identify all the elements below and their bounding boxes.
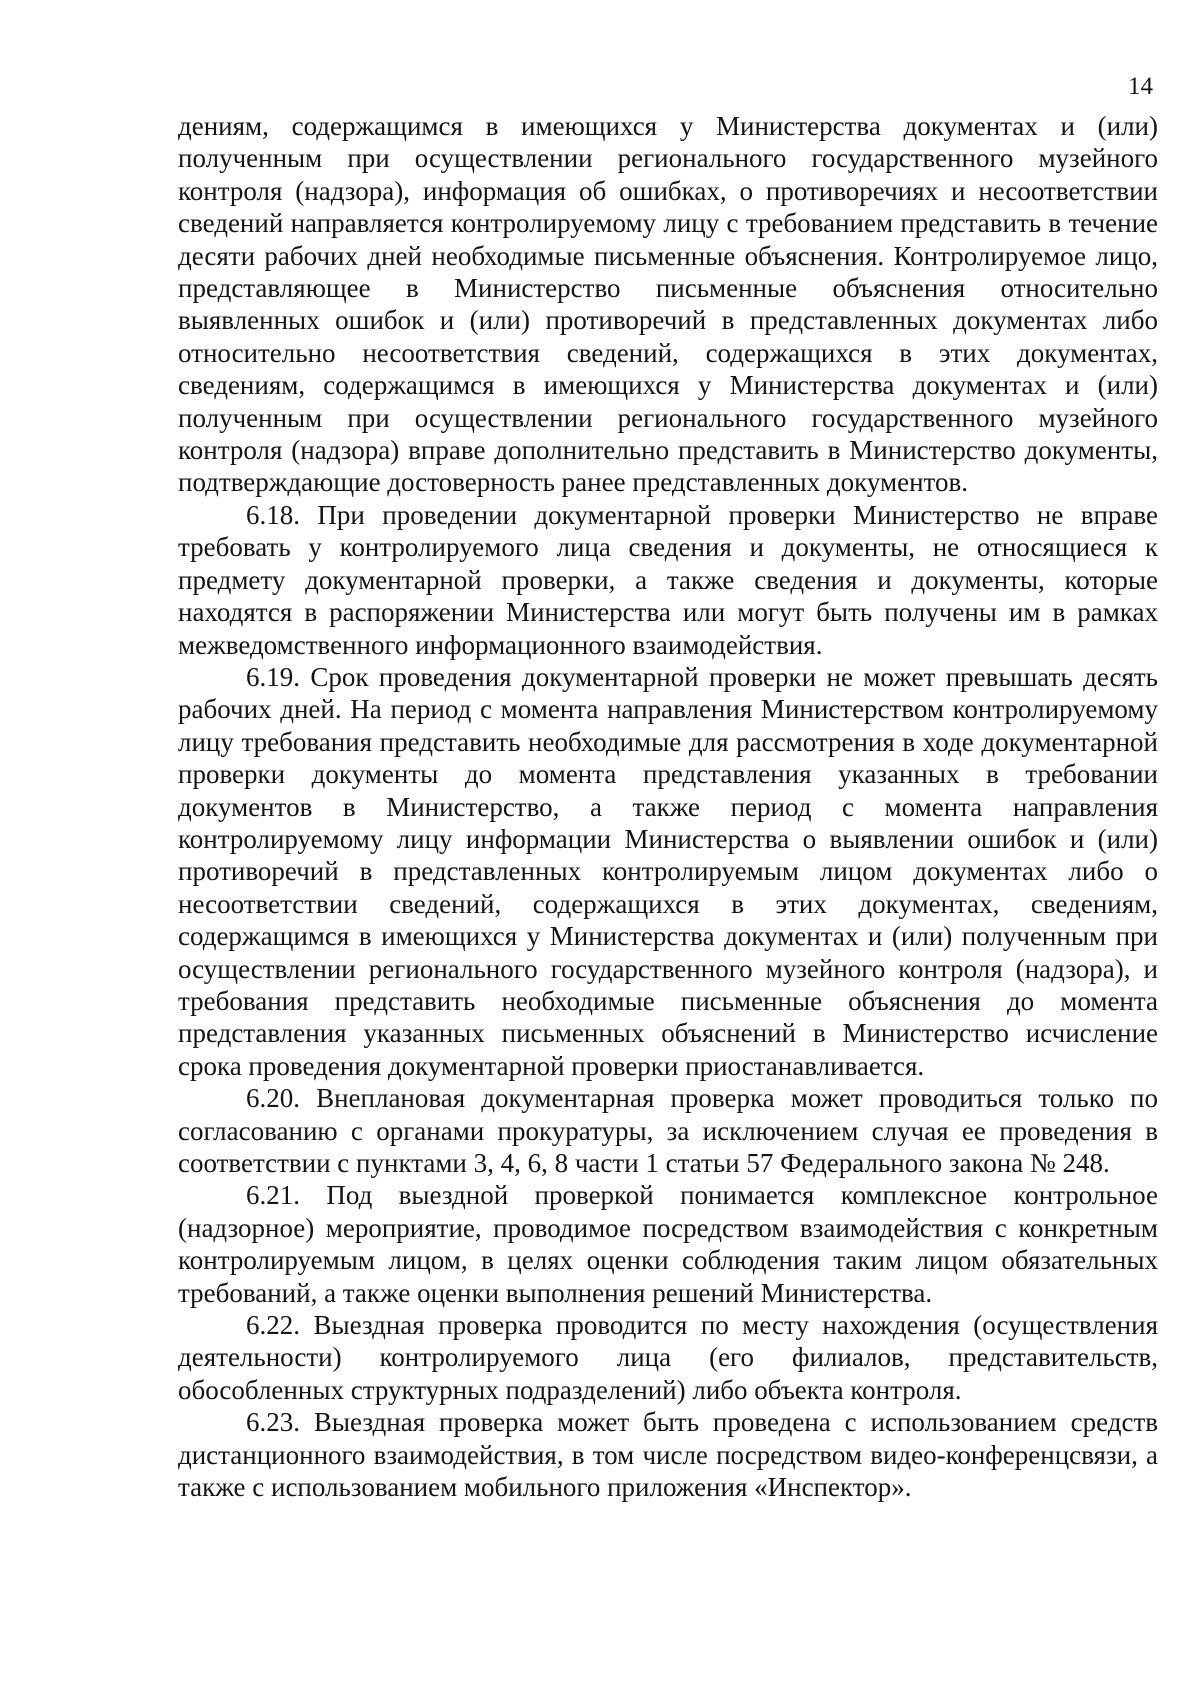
paragraph-6-22: 6.22. Выездная проверка проводится по месту нахождения (осуществления деятельности) контролируемого лица (его филиалов, представительств, обособленных структурных подразделений) либо объекта контроля.: [178, 1310, 1158, 1405]
paragraph-continuation: дениям, содержащимся в имеющихся у Министерства документах и (или) полученным при осуществлении регионального государственного музейного контроля (надзора), информация об ошибках, о противоречиях и несоответствии сведений направляется контролируемому лицу с требованием представить в течение десяти рабочих дней необходимые письменные объяснения. Контролируемое лицо, представляющее в Министерство письменные объяснения относительно выявленных ошибок и (или) противоречий в представленных документах либо относительно несоответствия сведений, содержащихся в этих документах, сведениям, содержащимся в имеющихся у Министерства документах и (или) полученным при осуществлении регионального государственного музейного контроля (надзора) вправе дополнительно представить в Министерство документы, подтверждающие достоверность ранее представленных документов.: [178, 111, 1158, 498]
page-number: 14: [1128, 73, 1153, 100]
paragraph-6-20: 6.20. Внеплановая документарная проверка может проводиться только по согласованию с органами прокуратуры, за исключением случая ее проведения в соответствии с пунктами 3, 4, 6, 8 части 1 статьи 57 Федерального закона № 248.: [178, 1083, 1158, 1178]
paragraph-6-21: 6.21. Под выездной проверкой понимается комплексное контрольное (надзорное) мероприятие, проводимое посредством взаимодействия с конкретным контролируемым лицом, в целях оценки соблюдения таким лицом обязательных требований, а также оценки выполнения решений Министерства.: [178, 1180, 1158, 1308]
paragraph-6-23: 6.23. Выездная проверка может быть проведена с использованием средств дистанционного взаимодействия, в том числе посредством видео-конференцсвязи, а также с использованием мобильного приложения «Инспектор».: [178, 1407, 1158, 1503]
paragraph-6-18: 6.18. При проведении документарной проверки Министерство не вправе требовать у контролируемого лица сведения и документы, не относящиеся к предмету документарной проверки, а также сведения и документы, которые находятся в распоряжении Министерства или могут быть получены им в рамках межведомственного информационного взаимодействия.: [178, 499, 1158, 660]
document-body: [178, 110, 1158, 1503]
paragraph-6-19: 6.19. Срок проведения документарной проверки не может превышать десять рабочих дней. На период с момента направления Министерством контролируемому лицу требования представить необходимые для рассмотрения в ходе документарной проверки документы до момента представления указанных в требовании документов в Министерство, а также период с момента направления контролируемому лицу информации Министерства о выявлении ошибок и (или) противоречий в представленных контролируемым лицом документах либо о несоответствии сведений, содержащихся в этих документах, сведениям, содержащимся в имеющихся у Министерства документах и (или) полученным при осуществлении регионального государственного музейного контроля (надзора), и требования представить необходимые письменные объяснения до момента представления указанных письменных объяснений в Министерство исчисление срока проведения документарной проверки приостанавливается.: [178, 661, 1158, 1081]
